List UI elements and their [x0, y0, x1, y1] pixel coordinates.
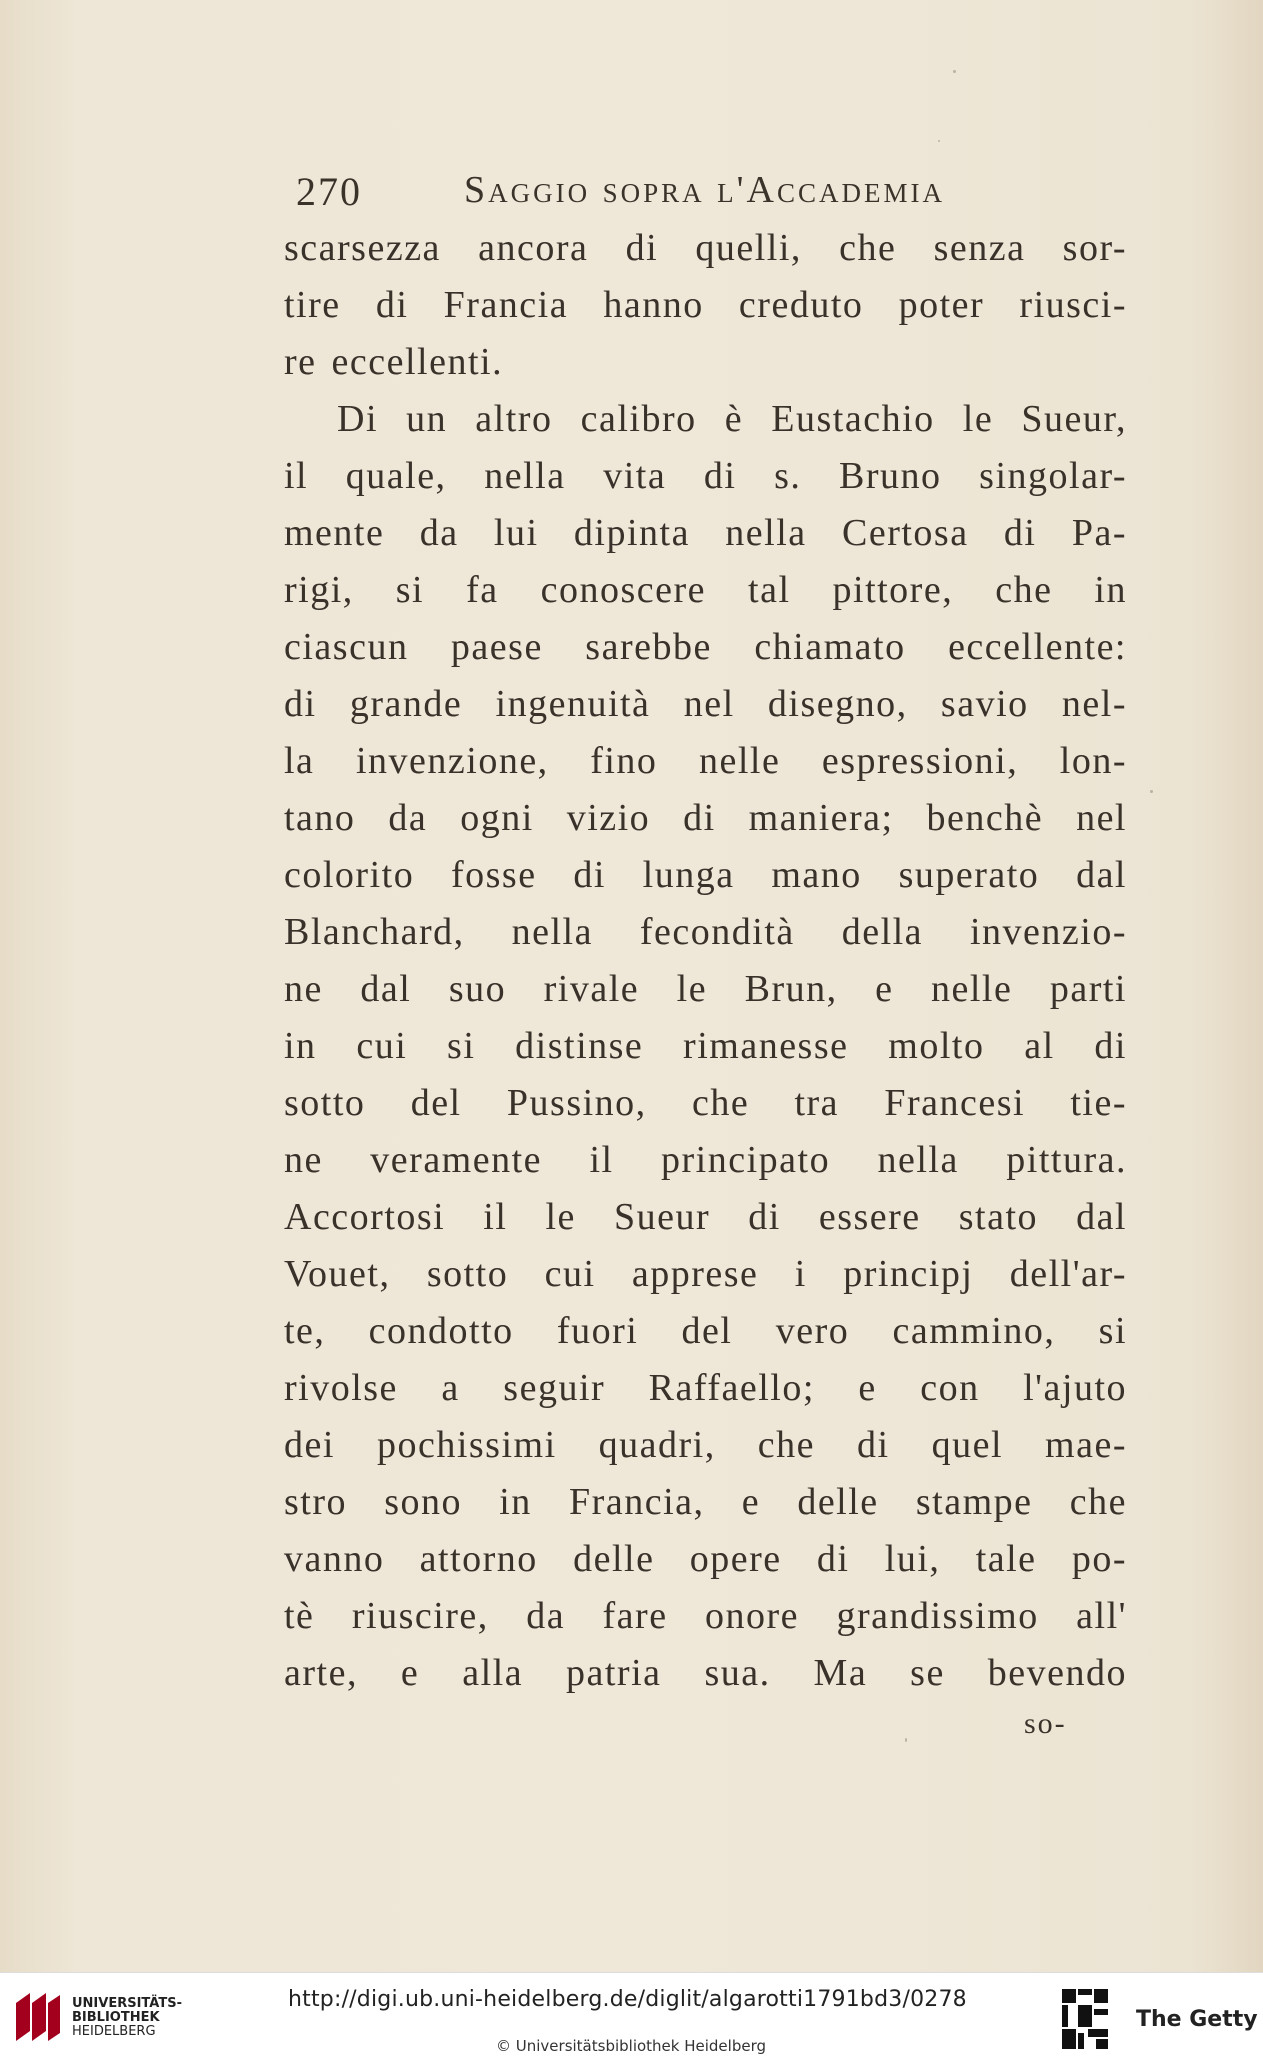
- running-title: Saggio sopra l'Accademia: [464, 169, 945, 211]
- text-line: vanno attorno delle opere di lui, tale po-: [284, 1538, 1127, 1580]
- text-line: scarsezza ancora di quelli, che senza sor-: [284, 227, 1127, 269]
- library-name-line: UNIVERSITÄTS-: [72, 1996, 182, 2011]
- page-header: [296, 168, 996, 216]
- paper-speck: [905, 1738, 907, 1742]
- paper-speck: [1150, 790, 1153, 793]
- text-line: colorito fosse di lunga mano superato dal: [284, 854, 1127, 896]
- text-line: arte, e alla patria sua. Ma se bevendo: [284, 1652, 1127, 1694]
- text-line: stro sono in Francia, e delle stampe che: [284, 1481, 1127, 1523]
- text-line: il quale, nella vita di s. Bruno singolar-: [284, 455, 1127, 497]
- text-line: ne veramente il principato nella pittura.: [284, 1139, 1127, 1181]
- library-name: [72, 1997, 182, 2039]
- text-line: la invenzione, fino nelle espressioni, lon-: [284, 740, 1127, 782]
- page-number: 270: [296, 169, 362, 214]
- text-line: mente da lui dipinta nella Certosa di Pa-: [284, 512, 1127, 554]
- footer-bar: [0, 1972, 1263, 2066]
- text-line: tire di Francia hanno creduto poter riusci-: [284, 284, 1127, 326]
- text-line: Di un altro calibro è Eustachio le Sueur,: [337, 398, 1127, 440]
- text-line: di grande ingenuità nel disegno, savio nel-: [284, 683, 1127, 725]
- text-line: dei pochissimi quadri, che di quel mae-: [284, 1424, 1127, 1466]
- catchword: so-: [1024, 1707, 1067, 1740]
- text-line: ciascun paese sarebbe chiamato eccellente:: [284, 626, 1127, 668]
- text-line: ne dal suo rivale le Brun, e nelle parti: [284, 968, 1127, 1010]
- text-line: Blanchard, nella fecondità della invenzio-: [284, 911, 1127, 953]
- text-line: te, condotto fuori del vero cammino, si: [284, 1310, 1127, 1352]
- paper-speck: [938, 140, 940, 142]
- copyright-notice: © Universitätsbibliothek Heidelberg: [496, 2037, 767, 2055]
- text-line: rivolse a seguir Raffaello; e con l'ajuto: [284, 1367, 1127, 1409]
- text-line: Accortosi il le Sueur di essere stato dal: [284, 1196, 1127, 1238]
- getty-logo-icon[interactable]: [1060, 1987, 1110, 2053]
- paper-speck: [953, 70, 956, 73]
- text-line: sotto del Pussino, che tra Francesi tie-: [284, 1082, 1127, 1124]
- text-line: in cui si distinse rimanesse molto al di: [284, 1025, 1127, 1067]
- partner-name: The Getty: [1136, 2007, 1258, 2032]
- text-line: Vouet, sotto cui apprese i principj dell'ar-: [284, 1253, 1127, 1295]
- text-line: tè riuscire, da fare onore grandissimo all': [284, 1595, 1127, 1637]
- library-name-line: HEIDELBERG: [72, 2024, 156, 2039]
- body-text: [284, 220, 1127, 1702]
- library-name-line: BIBLIOTHEK: [72, 2010, 160, 2025]
- text-line: re eccellenti.: [284, 341, 504, 383]
- text-line: tano da ogni vizio di maniera; benchè nel: [284, 797, 1127, 839]
- university-library-logo-icon[interactable]: [12, 1989, 62, 2045]
- permalink-url[interactable]: http://digi.ub.uni-heidelberg.de/diglit/algarotti1791bd3/0278: [288, 1987, 967, 2012]
- text-line: rigi, si fa conoscere tal pittore, che in: [284, 569, 1127, 611]
